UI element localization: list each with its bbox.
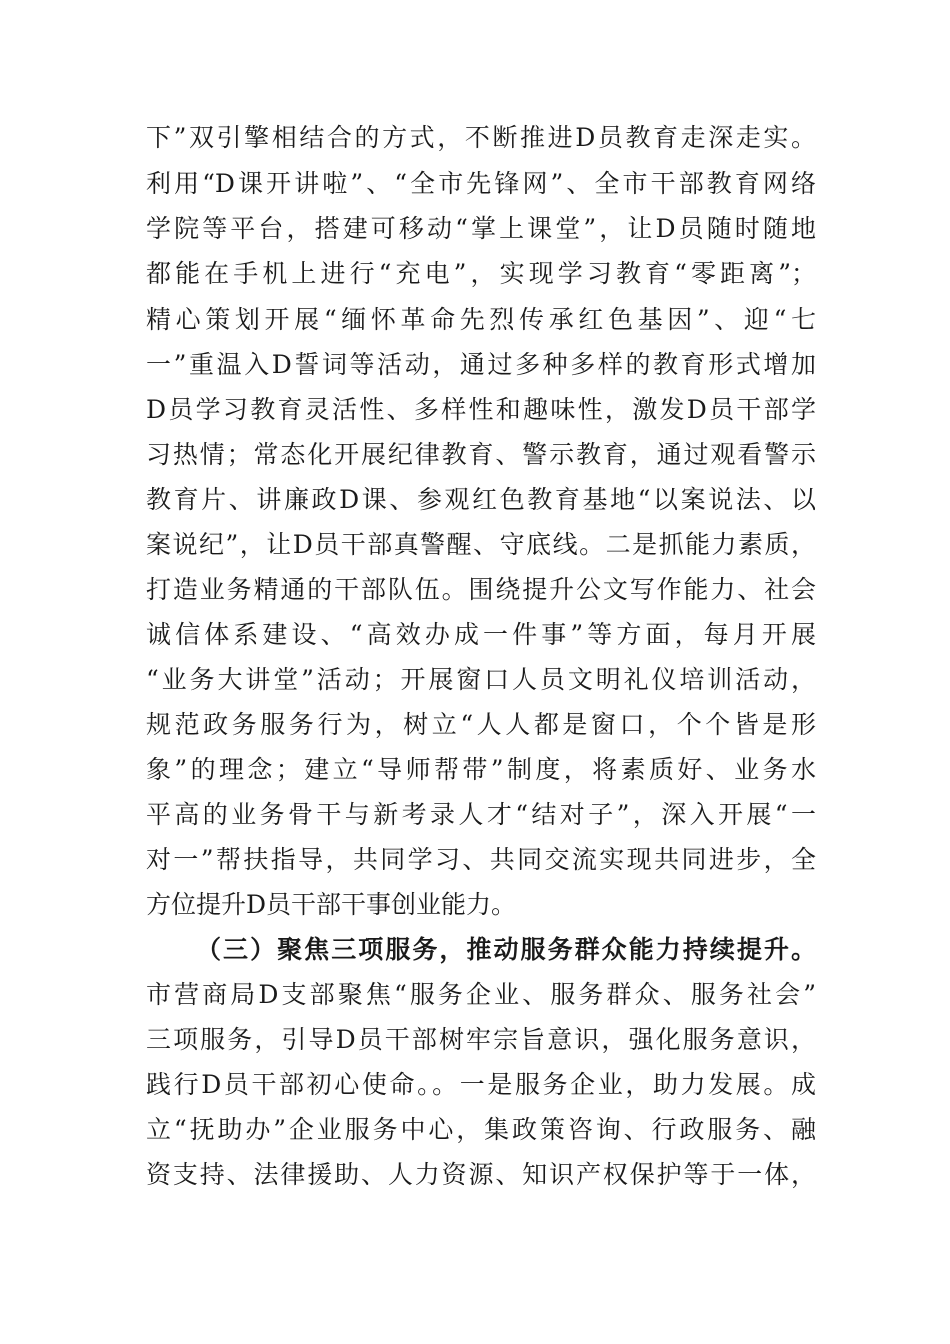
text-line: D员学习教育灵活性、多样性和趣味性，激发D员干部学 — [146, 395, 816, 424]
text-line: 都能在手机上进行“充电”，实现学习教育“零距离”； — [146, 259, 816, 288]
text-line: 下”双引擎相结合的方式，不断推进D员教育走深走实。 — [146, 123, 816, 152]
text-line: 教育片、讲廉政D课、参观红色教育基地“以案说法、以 — [146, 485, 816, 514]
text-line: 利用“D课开讲啦”、“全市先锋网”、全市干部教育网络 — [146, 169, 816, 198]
text-line: “业务大讲堂”活动；开展窗口人员文明礼仪培训活动， — [146, 665, 816, 694]
text-line: 对一”帮扶指导，共同学习、共同交流实现共同进步，全 — [146, 845, 816, 874]
text-line: 方位提升D员干部干事创业能力。 — [146, 890, 517, 919]
text-line: 案说纪”，让D员干部真警醒、守底线。二是抓能力素质， — [146, 530, 816, 559]
text-line: 一”重温入D誓词等活动，通过多种多样的教育形式增加 — [146, 350, 816, 379]
text-line: 规范政务服务行为，树立“人人都是窗口，个个皆是形 — [146, 710, 816, 739]
text-line: 精心策划开展“缅怀革命先烈传承红色基因”、迎“七 — [146, 305, 816, 334]
text-line: 打造业务精通的干部队伍。围绕提升公文写作能力、社会 — [146, 575, 816, 604]
text-line: 象”的理念；建立“导师帮带”制度，将素质好、业务水 — [146, 755, 816, 784]
section-heading: （三）聚焦三项服务，推动服务群众能力持续提升。 — [196, 935, 816, 964]
text-line: 习热情；常态化开展纪律教育、警示教育，通过观看警示 — [146, 440, 816, 469]
text-line: 践行D员干部初心使命。。一是服务企业，助力发展。成 — [146, 1070, 816, 1099]
text-line: 学院等平台，搭建可移动“掌上课堂”，让D员随时随地 — [146, 214, 816, 243]
text-line: 市营商局D支部聚焦“服务企业、服务群众、服务社会” — [146, 980, 816, 1009]
text-line: 诚信体系建设、“高效办成一件事”等方面，每月开展 — [146, 620, 816, 649]
text-line: 平高的业务骨干与新考录人才“结对子”，深入开展“一 — [146, 800, 816, 829]
text-line: 立“抚助办”企业服务中心，集政策咨询、行政服务、融 — [146, 1115, 816, 1144]
text-line: 资支持、法律援助、人力资源、知识产权保护等于一体， — [146, 1160, 816, 1189]
text-line: 三项服务，引导D员干部树牢宗旨意识，强化服务意识， — [146, 1025, 816, 1054]
